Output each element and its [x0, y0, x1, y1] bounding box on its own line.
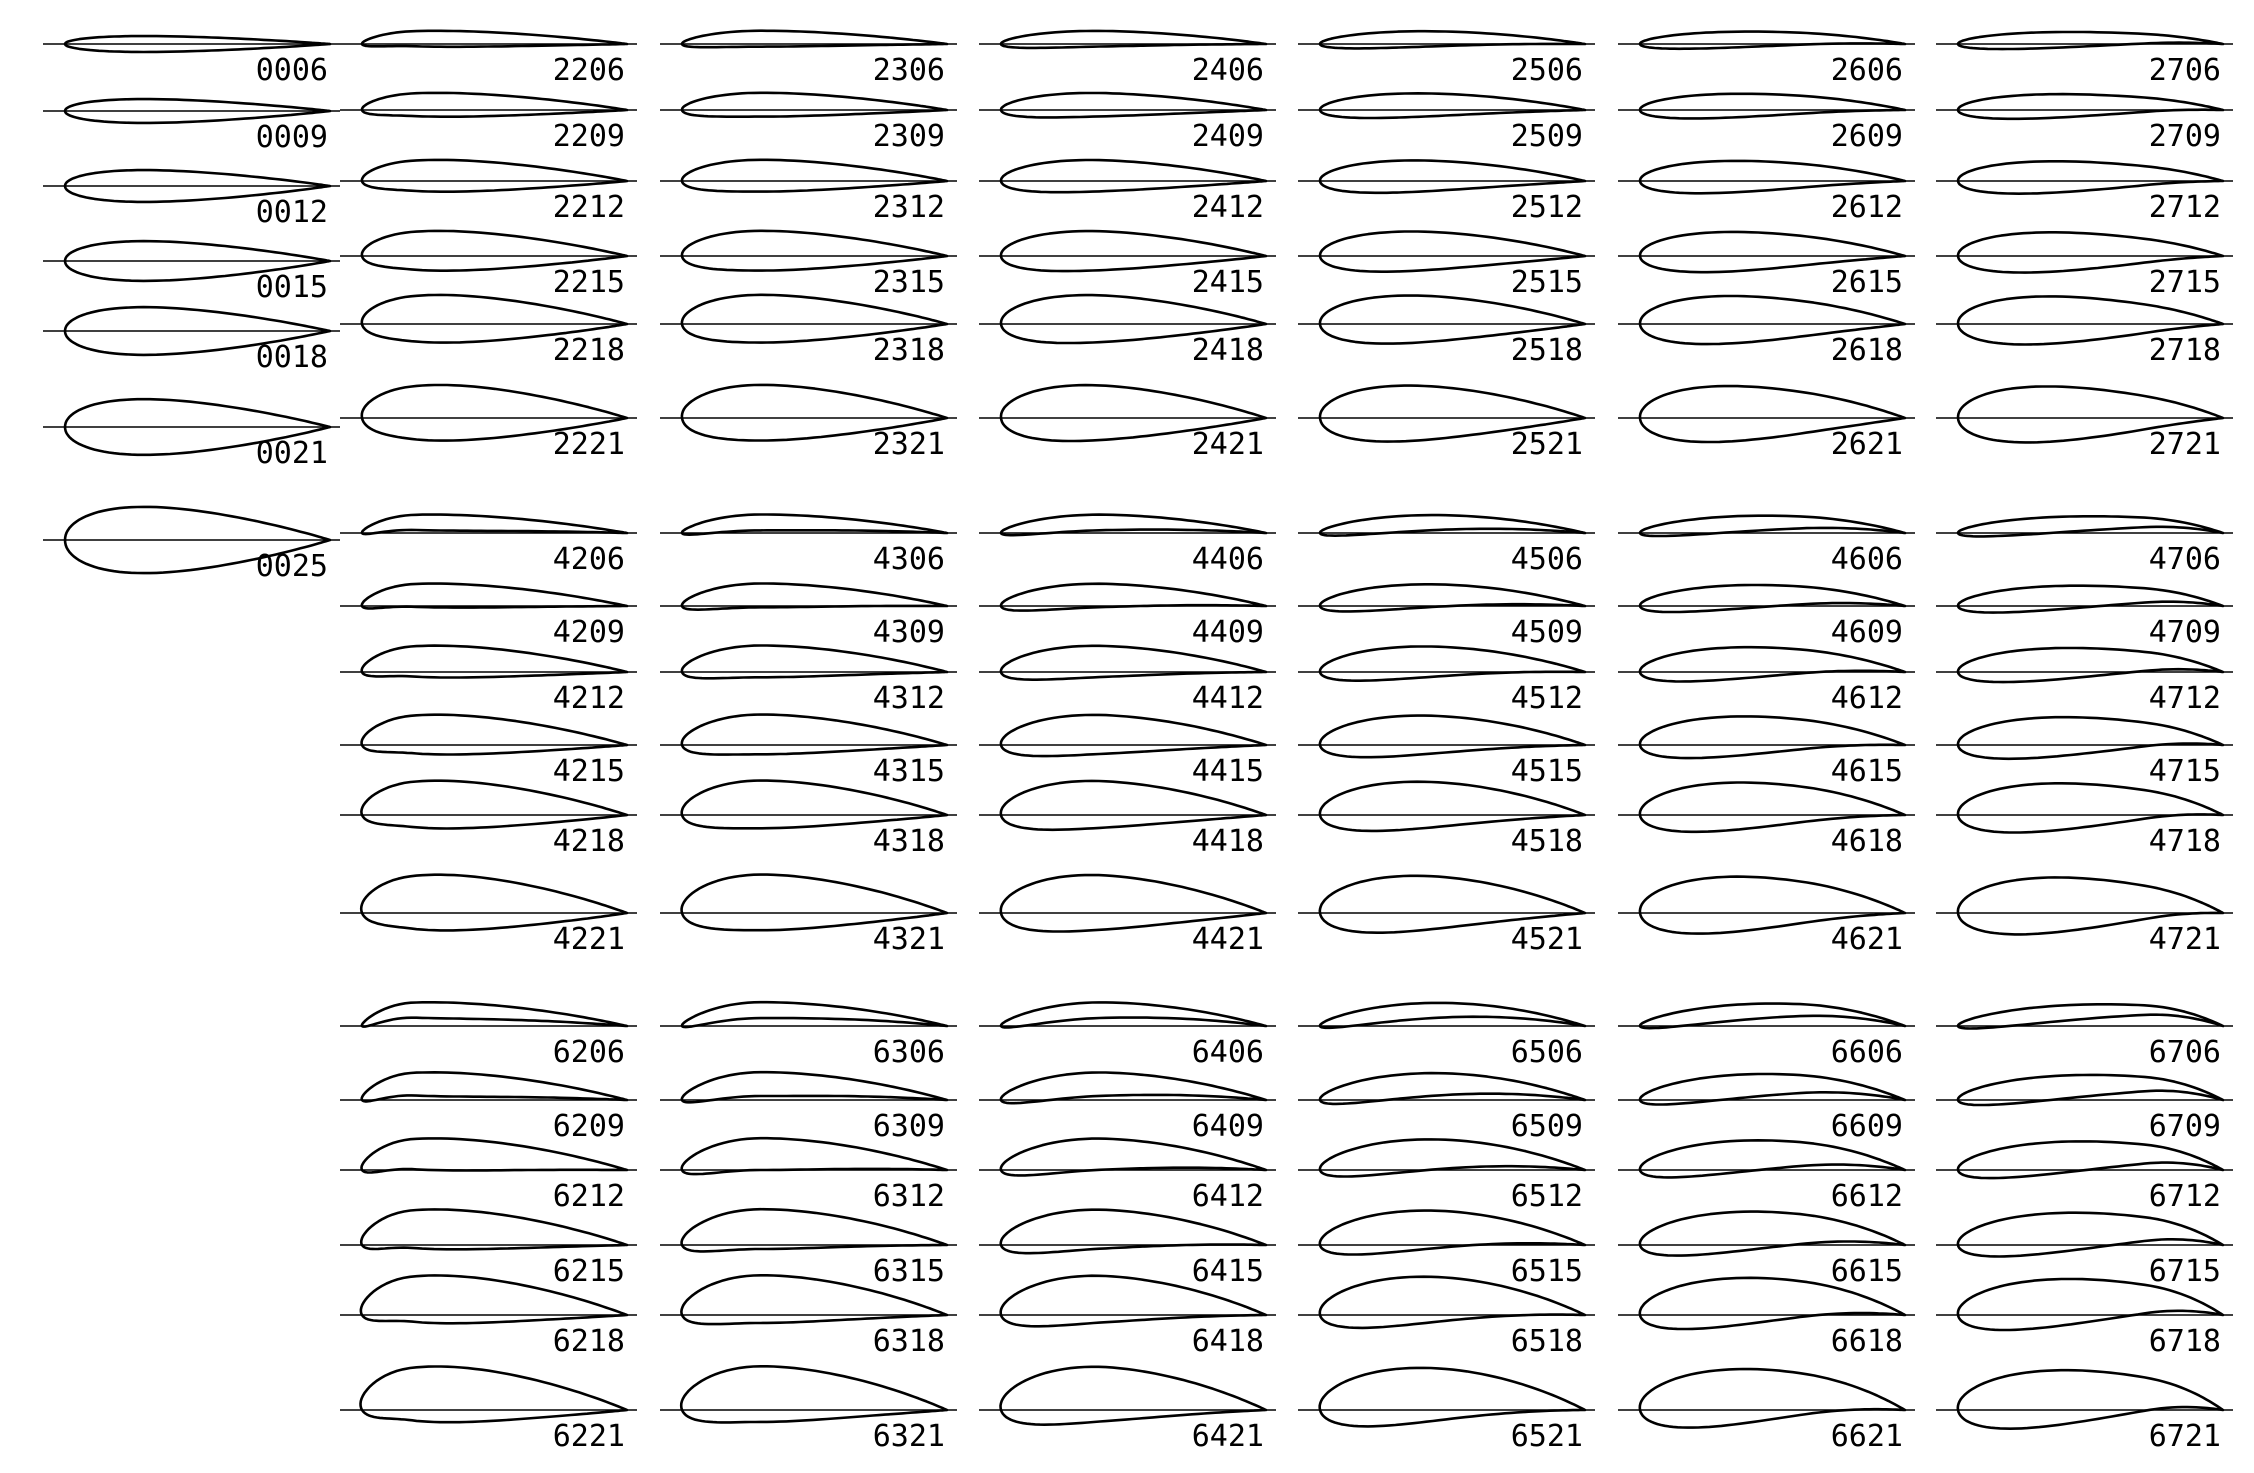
airfoil-6709	[1936, 1075, 2233, 1144]
airfoil-label: 4215	[552, 754, 625, 789]
airfoil-label: 2406	[1191, 53, 1264, 88]
airfoil-6315	[660, 1209, 957, 1289]
airfoil-6706	[1936, 1004, 2233, 1070]
airfoil-6209	[340, 1072, 637, 1144]
airfoil-6306	[660, 1002, 957, 1070]
airfoil-2718	[1936, 296, 2233, 368]
airfoil-profile	[362, 160, 627, 192]
airfoil-label: 2715	[2148, 265, 2221, 300]
airfoil-label: 4612	[1830, 681, 1903, 716]
airfoil-label: 0018	[255, 340, 328, 375]
airfoil-6221	[340, 1367, 637, 1455]
airfoil-label: 4415	[1191, 754, 1264, 789]
airfoil-profile	[362, 515, 627, 535]
airfoil-0018	[43, 307, 340, 375]
airfoil-6312	[660, 1138, 957, 1214]
airfoil-label: 6515	[1510, 1254, 1583, 1289]
airfoil-profile	[1320, 31, 1585, 48]
airfoil-label: 4421	[1191, 922, 1264, 957]
airfoil-label: 2215	[552, 265, 625, 300]
airfoil-6612	[1618, 1140, 1915, 1214]
airfoil-label: 6412	[1191, 1179, 1264, 1214]
airfoil-profile	[1001, 515, 1266, 536]
airfoil-4306	[660, 515, 957, 578]
airfoil-label: 2412	[1191, 190, 1264, 225]
airfoil-label: 2521	[1510, 427, 1583, 462]
airfoil-4315	[660, 715, 957, 790]
airfoil-6521	[1298, 1368, 1595, 1454]
airfoil-label: 4312	[872, 681, 945, 716]
airfoil-4509	[1298, 584, 1595, 650]
airfoil-label: 6715	[2148, 1254, 2221, 1289]
airfoil-profile	[1001, 1210, 1266, 1254]
airfoil-label: 4609	[1830, 615, 1903, 650]
airfoil-profile	[1640, 716, 1905, 758]
airfoil-2506	[1298, 31, 1595, 88]
airfoil-6506	[1298, 1003, 1595, 1070]
airfoil-profile	[362, 1072, 627, 1101]
airfoil-label: 2212	[552, 190, 625, 225]
airfoil-label: 2509	[1510, 119, 1583, 154]
airfoil-profile	[1958, 1213, 2223, 1257]
airfoil-label: 4212	[552, 681, 625, 716]
airfoil-2509	[1298, 93, 1595, 154]
airfoil-label: 6621	[1830, 1419, 1903, 1454]
airfoil-2421	[979, 385, 1276, 462]
airfoil-4712	[1936, 648, 2233, 716]
airfoil-profile	[1001, 1073, 1266, 1104]
airfoil-label: 6409	[1191, 1109, 1264, 1144]
airfoil-profile	[1958, 717, 2223, 759]
airfoil-label: 0006	[255, 53, 328, 88]
airfoil-4706	[1936, 516, 2233, 577]
airfoil-profile	[362, 93, 627, 117]
airfoil-label: 2621	[1830, 427, 1903, 462]
airfoil-label: 2706	[2148, 53, 2221, 88]
airfoil-6609	[1618, 1074, 1915, 1144]
airfoil-label: 6418	[1191, 1324, 1264, 1359]
airfoil-6212	[340, 1138, 637, 1214]
airfoil-0025	[43, 507, 340, 584]
airfoil-4518	[1298, 782, 1595, 859]
airfoil-2518	[1298, 296, 1595, 369]
airfoil-label: 4209	[552, 615, 625, 650]
airfoil-label: 4206	[552, 542, 625, 577]
airfoil-4621	[1618, 877, 1915, 957]
airfoil-label: 2615	[1830, 265, 1903, 300]
airfoil-label: 6521	[1510, 1419, 1583, 1454]
airfoil-0012	[43, 170, 340, 230]
airfoil-6421	[979, 1367, 1276, 1454]
airfoil-2609	[1618, 94, 1915, 154]
airfoil-label: 6518	[1510, 1324, 1583, 1359]
airfoil-label: 6406	[1191, 1035, 1264, 1070]
airfoil-label: 6306	[872, 1035, 945, 1070]
airfoil-label: 6321	[872, 1419, 945, 1454]
airfoil-label: 6309	[872, 1109, 945, 1144]
airfoil-label: 2512	[1510, 190, 1583, 225]
airfoil-6718	[1936, 1279, 2233, 1359]
airfoil-4318	[660, 781, 957, 860]
airfoil-label: 6312	[872, 1179, 945, 1214]
airfoil-label: 2609	[1830, 119, 1903, 154]
airfoil-profile	[1320, 716, 1585, 758]
airfoil-profile	[1640, 1212, 1905, 1256]
airfoil-label: 4512	[1510, 681, 1583, 716]
airfoil-profile	[1640, 1140, 1905, 1177]
airfoil-profile	[1640, 647, 1905, 681]
airfoil-4718	[1936, 783, 2233, 859]
airfoil-4412	[979, 646, 1276, 716]
airfoil-profile	[1320, 93, 1585, 118]
airfoil-2215	[340, 231, 637, 300]
airfoil-label: 6212	[552, 1179, 625, 1214]
airfoil-label: 4409	[1191, 615, 1264, 650]
airfoil-2409	[979, 93, 1276, 154]
airfoil-profile	[682, 160, 947, 192]
airfoil-label: 4218	[552, 824, 625, 859]
airfoil-label: 6512	[1510, 1179, 1583, 1214]
airfoil-4218	[340, 781, 637, 859]
airfoil-label: 2606	[1830, 53, 1903, 88]
airfoil-label: 4615	[1830, 754, 1903, 789]
airfoil-label: 6315	[872, 1254, 945, 1289]
airfoil-profile	[1001, 31, 1266, 48]
airfoil-4312	[660, 646, 957, 717]
airfoil-6606	[1618, 1004, 1915, 1071]
airfoil-2212	[340, 160, 637, 225]
airfoil-2418	[979, 295, 1276, 368]
airfoil-profile	[682, 1002, 947, 1027]
airfoil-profile	[1640, 94, 1905, 119]
airfoil-label: 0009	[255, 120, 328, 155]
airfoil-2321	[660, 385, 957, 462]
airfoil-label: 6218	[552, 1324, 625, 1359]
airfoil-label: 2312	[872, 190, 945, 225]
airfoil-2615	[1618, 232, 1915, 300]
airfoil-4409	[979, 584, 1276, 650]
airfoil-label: 2309	[872, 119, 945, 154]
airfoil-4421	[979, 875, 1276, 957]
airfoil-label: 2618	[1830, 333, 1903, 368]
airfoil-label: 4506	[1510, 542, 1583, 577]
airfoil-label: 0012	[255, 195, 328, 230]
airfoil-profile	[1320, 584, 1585, 611]
airfoil-6321	[660, 1366, 957, 1454]
airfoil-label: 6706	[2148, 1035, 2221, 1070]
airfoil-4215	[340, 715, 637, 789]
airfoil-label: 6612	[1830, 1179, 1903, 1214]
airfoil-0009	[43, 99, 340, 155]
airfoil-label: 4709	[2148, 615, 2221, 650]
airfoil-6309	[660, 1072, 957, 1144]
airfoil-label: 6221	[552, 1419, 625, 1454]
airfoil-2206	[340, 31, 637, 88]
airfoil-profile	[362, 1002, 627, 1026]
airfoil-label: 4706	[2148, 542, 2221, 577]
airfoil-2715	[1936, 232, 2233, 300]
airfoil-label: 2206	[552, 53, 625, 88]
airfoil-2521	[1298, 386, 1595, 462]
airfoil-4709	[1936, 586, 2233, 650]
airfoil-2709	[1936, 94, 2233, 154]
airfoil-profile	[1320, 647, 1585, 681]
airfoil-profile	[1958, 161, 2223, 193]
airfoil-label: 4406	[1191, 542, 1264, 577]
airfoil-2318	[660, 295, 957, 368]
airfoil-label: 6318	[872, 1324, 945, 1359]
airfoil-4521	[1298, 876, 1595, 957]
airfoil-profile	[681, 1366, 947, 1422]
airfoil-4406	[979, 515, 1276, 577]
airfoil-label: 2306	[872, 53, 945, 88]
airfoil-label: 6509	[1510, 1109, 1583, 1144]
airfoil-6712	[1936, 1141, 2233, 1214]
airfoil-label: 4721	[2148, 922, 2221, 957]
airfoil-profile	[1640, 161, 1905, 193]
airfoil-label: 6415	[1191, 1254, 1264, 1289]
airfoil-4609	[1618, 585, 1915, 650]
airfoil-6409	[979, 1073, 1276, 1145]
airfoil-2515	[1298, 232, 1595, 301]
airfoil-profile	[1001, 1002, 1266, 1027]
airfoil-label: 4309	[872, 615, 945, 650]
airfoil-label: 0015	[255, 270, 328, 305]
airfoil-label: 4306	[872, 542, 945, 577]
airfoil-4512	[1298, 647, 1595, 717]
airfoil-4515	[1298, 716, 1595, 789]
airfoil-2412	[979, 160, 1276, 225]
airfoil-4415	[979, 715, 1276, 789]
airfoil-label: 2321	[872, 427, 945, 462]
airfoil-label: 4715	[2148, 754, 2221, 789]
airfoil-label: 6615	[1830, 1254, 1903, 1289]
airfoil-4618	[1618, 783, 1915, 860]
airfoil-4321	[660, 875, 957, 957]
airfoil-4418	[979, 781, 1276, 859]
airfoil-4715	[1936, 717, 2233, 789]
airfoil-label: 6215	[552, 1254, 625, 1289]
airfoil-0006	[43, 36, 340, 88]
airfoil-0015	[43, 241, 340, 305]
airfoil-label: 2721	[2148, 427, 2221, 462]
airfoil-6618	[1618, 1278, 1915, 1359]
airfoil-profile	[1958, 1004, 2223, 1028]
airfoil-2721	[1936, 387, 2233, 463]
airfoil-profile	[1958, 32, 2223, 49]
airfoil-label: 2712	[2148, 190, 2221, 225]
airfoil-6206	[340, 1002, 637, 1070]
airfoil-6715	[1936, 1213, 2233, 1289]
airfoil-label: 6721	[2148, 1419, 2221, 1454]
airfoil-label: 4518	[1510, 824, 1583, 859]
airfoil-profile	[1320, 1368, 1585, 1427]
airfoil-label: 2518	[1510, 333, 1583, 368]
airfoil-label: 2506	[1510, 53, 1583, 88]
airfoil-2612	[1618, 161, 1915, 225]
airfoil-profile	[1001, 93, 1266, 117]
airfoil-label: 2415	[1191, 265, 1264, 300]
airfoil-6215	[340, 1209, 637, 1289]
airfoil-profile	[1320, 1211, 1585, 1255]
airfoil-4212	[340, 646, 637, 716]
airfoil-profile	[1640, 32, 1905, 49]
airfoil-label: 6709	[2148, 1109, 2221, 1144]
airfoil-2706	[1936, 32, 2233, 88]
airfoil-2309	[660, 93, 957, 154]
airfoil-label: 4621	[1830, 922, 1903, 957]
airfoil-label: 6206	[552, 1035, 625, 1070]
airfoil-profile	[682, 515, 947, 535]
airfoil-label: 2718	[2148, 333, 2221, 368]
airfoil-profile	[362, 584, 627, 609]
airfoil-2512	[1298, 160, 1595, 225]
airfoil-2306	[660, 31, 957, 88]
airfoil-label: 4418	[1191, 824, 1264, 859]
airfoil-4606	[1618, 516, 1915, 577]
airfoil-2218	[340, 295, 637, 368]
airfoil-label: 4515	[1510, 754, 1583, 789]
airfoil-profile	[1001, 160, 1266, 192]
airfoil-label: 2409	[1191, 119, 1264, 154]
airfoil-label: 2209	[552, 119, 625, 154]
airfoil-2209	[340, 93, 637, 154]
airfoil-2618	[1618, 296, 1915, 368]
airfoil-label: 2318	[872, 333, 945, 368]
airfoil-4309	[660, 584, 957, 651]
airfoil-label: 4509	[1510, 615, 1583, 650]
airfoil-profile	[1958, 648, 2223, 682]
airfoil-profile	[1001, 715, 1266, 756]
airfoil-label: 4321	[872, 922, 945, 957]
airfoil-profile	[682, 1072, 947, 1102]
airfoil-profile	[362, 715, 627, 755]
airfoil-label: 6506	[1510, 1035, 1583, 1070]
airfoil-6621	[1618, 1369, 1915, 1454]
airfoil-profile	[682, 93, 947, 117]
airfoil-label: 2221	[552, 427, 625, 462]
airfoil-6512	[1298, 1139, 1595, 1214]
airfoil-label: 6609	[1830, 1109, 1903, 1144]
airfoil-label: 6209	[552, 1109, 625, 1144]
airfoil-label: 6618	[1830, 1324, 1903, 1359]
airfoil-4209	[340, 584, 637, 650]
airfoil-2415	[979, 231, 1276, 300]
airfoil-2406	[979, 31, 1276, 88]
airfoil-label: 4315	[872, 754, 945, 789]
airfoil-label: 2709	[2148, 119, 2221, 154]
airfoil-6509	[1298, 1073, 1595, 1144]
airfoil-profile	[682, 646, 947, 679]
airfoil-2315	[660, 231, 957, 300]
airfoil-profile	[361, 1367, 628, 1423]
airfoil-label: 4318	[872, 824, 945, 859]
airfoil-label: 6606	[1830, 1035, 1903, 1070]
airfoil-0021	[43, 399, 340, 471]
airfoil-6412	[979, 1139, 1276, 1214]
airfoil-4221	[340, 875, 637, 957]
airfoil-profile	[1958, 586, 2223, 613]
airfoil-6721	[1936, 1370, 2233, 1454]
airfoil-6406	[979, 1002, 1276, 1070]
airfoil-2606	[1618, 32, 1915, 88]
airfoil-label: 4221	[552, 922, 625, 957]
airfoil-label: 0025	[255, 549, 328, 584]
airfoil-4506	[1298, 515, 1595, 577]
airfoil-2621	[1618, 386, 1915, 462]
airfoil-label: 0021	[255, 436, 328, 471]
airfoil-label: 2315	[872, 265, 945, 300]
airfoil-4612	[1618, 647, 1915, 716]
airfoil-profile	[1320, 160, 1585, 192]
airfoil-profile	[1001, 1367, 1267, 1425]
airfoil-profile	[1640, 585, 1905, 612]
airfoil-2312	[660, 160, 957, 225]
airfoil-4721	[1936, 877, 2233, 957]
airfoil-label: 6718	[2148, 1324, 2221, 1359]
airfoil-label: 6421	[1191, 1419, 1264, 1454]
airfoil-profile	[1320, 1139, 1585, 1176]
airfoil-2221	[340, 385, 637, 462]
airfoil-label: 6712	[2148, 1179, 2221, 1214]
airfoil-label: 2218	[552, 333, 625, 368]
airfoil-4206	[340, 515, 637, 577]
airfoil-label: 2515	[1510, 265, 1583, 300]
airfoil-label: 4412	[1191, 681, 1264, 716]
airfoil-2712	[1936, 161, 2233, 225]
airfoil-label: 4712	[2148, 681, 2221, 716]
airfoil-profile	[682, 715, 947, 755]
airfoil-4615	[1618, 716, 1915, 789]
airfoil-label: 2612	[1830, 190, 1903, 225]
airfoil-profile	[1640, 1004, 1905, 1029]
airfoil-profile	[1320, 1003, 1585, 1028]
airfoil-profile	[1958, 94, 2223, 119]
airfoil-label: 2418	[1191, 333, 1264, 368]
airfoil-label: 2421	[1191, 427, 1264, 462]
airfoil-label: 4521	[1510, 922, 1583, 957]
airfoil-label: 4618	[1830, 824, 1903, 859]
airfoil-6518	[1298, 1277, 1595, 1359]
airfoil-label: 4606	[1830, 542, 1903, 577]
airfoil-profile	[1958, 1141, 2223, 1178]
airfoil-label: 4718	[2148, 824, 2221, 859]
airfoil-profile	[1001, 646, 1266, 680]
airfoil-profile	[361, 1209, 627, 1249]
